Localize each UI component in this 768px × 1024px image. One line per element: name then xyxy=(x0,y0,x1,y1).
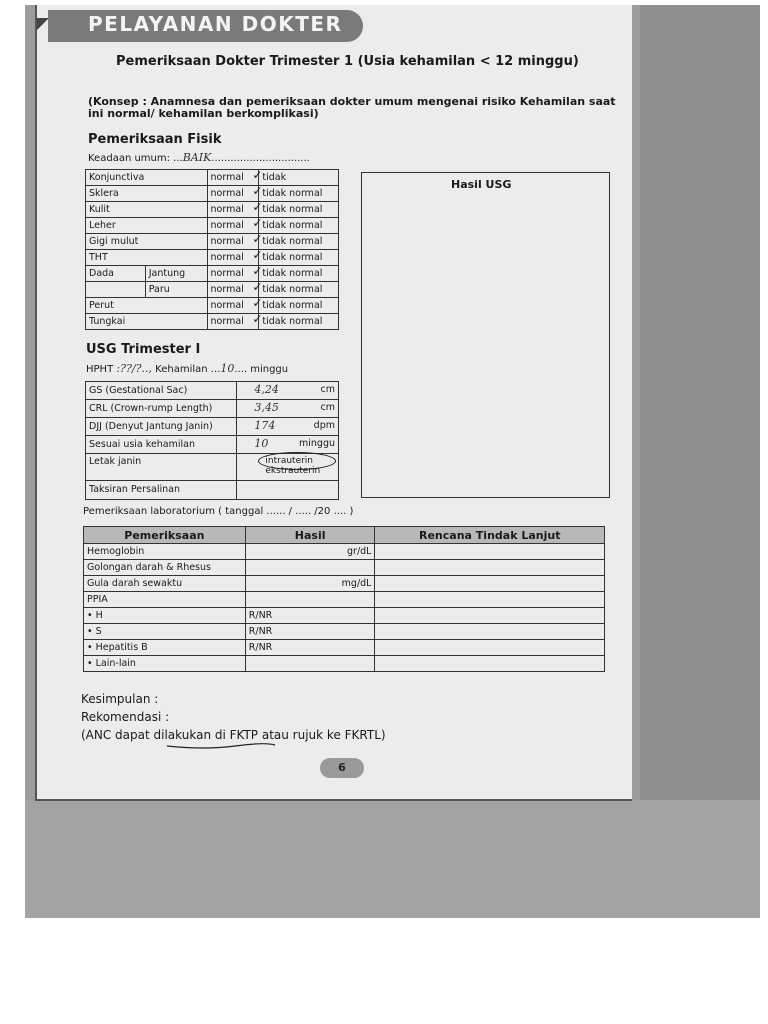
checkmark-icon: ✓ xyxy=(252,264,263,278)
usg-unit: minggu xyxy=(299,438,335,449)
checkmark-icon: ✓ xyxy=(252,296,263,310)
scan-lower-area xyxy=(25,800,760,918)
lab-name: • Lain-lain xyxy=(84,656,246,672)
lab-row xyxy=(84,544,605,560)
checkmark-icon: ✓ xyxy=(252,312,263,326)
usg-value: 10 xyxy=(254,437,269,450)
physical-opt-normal: normal ✓ xyxy=(207,250,259,266)
lab-row xyxy=(84,624,605,640)
physical-heading: Pemeriksaan Fisik xyxy=(88,132,222,147)
physical-opt-abnormal: tidak normal xyxy=(259,314,339,330)
lab-result xyxy=(245,592,375,608)
lab-result xyxy=(245,560,375,576)
usg-row xyxy=(86,382,339,400)
physical-opt-normal: normal ✓ xyxy=(207,170,259,186)
physical-row xyxy=(86,266,339,282)
physical-label: Perut xyxy=(86,298,208,314)
usg-label: Sesuai usia kehamilan xyxy=(86,436,237,454)
usg-box-title: Hasil USG xyxy=(451,178,512,191)
lab-row xyxy=(84,656,605,672)
physical-exam-table xyxy=(85,169,339,330)
physical-opt-abnormal: tidak normal xyxy=(259,298,339,314)
lab-name: • Hepatitis B xyxy=(84,640,246,656)
lab-row xyxy=(84,592,605,608)
letak-ekstrauterin: ekstrauterin xyxy=(265,466,321,476)
kehamilan-label: Kehamilan ... xyxy=(155,364,221,375)
general-condition xyxy=(88,151,310,164)
rekomendasi-label: Rekomendasi : xyxy=(81,710,170,724)
physical-row xyxy=(86,250,339,266)
usg-result-box xyxy=(361,172,610,498)
checkmark-icon: ✓ xyxy=(252,216,263,230)
physical-opt-abnormal: tidak normal xyxy=(259,234,339,250)
physical-opt-normal: normal ✓ xyxy=(207,202,259,218)
usg-heading: USG Trimester I xyxy=(86,342,201,357)
lab-result: gr/dL xyxy=(245,544,375,560)
usg-label: DJJ (Denyut Jantung Janin) xyxy=(86,418,237,436)
physical-row xyxy=(86,186,339,202)
physical-row xyxy=(86,170,339,186)
lab-intro: Pemeriksaan laboratorium ( tanggal ...... / ..... /20 .... ) xyxy=(83,506,354,517)
physical-label: Dada xyxy=(86,266,146,282)
general-condition-dots: ............................... xyxy=(211,153,310,164)
lab-followup xyxy=(375,640,605,656)
taksiran-row xyxy=(86,481,339,500)
lab-followup xyxy=(375,608,605,624)
usg-value: 174 xyxy=(254,419,276,432)
hpht-label: HPHT xyxy=(86,364,114,375)
physical-label: Konjunctiva xyxy=(86,170,208,186)
physical-opt-normal: normal ✓ xyxy=(207,298,259,314)
checkmark-icon: ✓ xyxy=(252,184,263,198)
physical-row xyxy=(86,202,339,218)
lab-name: Hemoglobin xyxy=(84,544,246,560)
underline-mark xyxy=(165,742,277,750)
lab-result: mg/dL xyxy=(245,576,375,592)
physical-opt-abnormal: tidak normal xyxy=(259,282,339,298)
usg-label: GS (Gestational Sac) xyxy=(86,382,237,400)
physical-opt-normal: normal ✓ xyxy=(207,234,259,250)
usg-value-cell xyxy=(237,418,339,436)
checkmark-icon: ✓ xyxy=(252,168,263,182)
taksiran-label: Taksiran Persalinan xyxy=(86,481,237,500)
checkmark-icon: ✓ xyxy=(252,280,263,294)
lab-row xyxy=(84,576,605,592)
usg-value: 3,45 xyxy=(254,401,279,414)
scan-shadow xyxy=(640,5,760,918)
physical-sublabel: Paru xyxy=(145,282,207,298)
lab-result: R/NR xyxy=(245,640,375,656)
physical-row xyxy=(86,314,339,330)
lab-followup xyxy=(375,560,605,576)
physical-opt-normal: normal ✓ xyxy=(207,282,259,298)
usg-row xyxy=(86,418,339,436)
lab-row xyxy=(84,560,605,576)
form-title: Pemeriksaan Dokter Trimester 1 (Usia kehamilan < 12 minggu) xyxy=(116,54,579,69)
usg-value-cell xyxy=(237,400,339,418)
kehamilan-value: 10 xyxy=(220,362,235,375)
lab-header-rencana: Rencana Tindak Lanjut xyxy=(375,527,605,544)
lab-name: • H xyxy=(84,608,246,624)
lab-row xyxy=(84,640,605,656)
physical-label: Tungkai xyxy=(86,314,208,330)
physical-label: Kulit xyxy=(86,202,208,218)
lab-name: Gula darah sewaktu xyxy=(84,576,246,592)
checkmark-icon: ✓ xyxy=(252,232,263,246)
usg-value: 4,24 xyxy=(254,383,279,396)
letak-label: Letak janin xyxy=(86,454,237,481)
concept-note: (Konsep : Anamnesa dan pemeriksaan dokter umum mengenai risiko Kehamilan saat ini normal/ kehamilan berkomplikasi) xyxy=(88,95,616,120)
physical-label: Sklera xyxy=(86,186,208,202)
lab-row xyxy=(84,608,605,624)
lab-name: Golongan darah & Rhesus xyxy=(84,560,246,576)
physical-opt-normal: normal ✓ xyxy=(207,314,259,330)
hpht-line xyxy=(86,362,288,375)
taksiran-value xyxy=(237,481,339,500)
minggu-label: .... minggu xyxy=(234,364,289,375)
lab-result: R/NR xyxy=(245,624,375,640)
physical-opt-abnormal: tidak normal xyxy=(259,202,339,218)
lab-header-hasil: Hasil xyxy=(245,527,375,544)
general-condition-value: BAIK xyxy=(182,151,212,164)
usg-row xyxy=(86,436,339,454)
lab-followup xyxy=(375,544,605,560)
usg-table xyxy=(85,381,339,500)
letak-intrauterin: intrauterin xyxy=(265,456,314,466)
physical-opt-abnormal: tidak normal xyxy=(259,186,339,202)
physical-label: Leher xyxy=(86,218,208,234)
usg-row xyxy=(86,400,339,418)
usg-value-cell xyxy=(237,436,339,454)
physical-opt-abnormal: tidak normal xyxy=(259,266,339,282)
lab-result: R/NR xyxy=(245,608,375,624)
physical-sublabel: Jantung xyxy=(145,266,207,282)
physical-opt-abnormal: tidak xyxy=(259,170,339,186)
lab-table xyxy=(83,526,605,672)
anc-note: (ANC dapat dilakukan di FKTP atau rujuk ke FKRTL) xyxy=(81,728,386,742)
physical-opt-normal: normal ✓ xyxy=(207,186,259,202)
lab-followup xyxy=(375,656,605,672)
physical-opt-abnormal: tidak normal xyxy=(259,218,339,234)
checkmark-icon: ✓ xyxy=(252,248,263,262)
general-condition-label: Keadaan umum: ... xyxy=(88,153,183,164)
usg-unit: cm xyxy=(320,402,335,413)
lab-name: PPIA xyxy=(84,592,246,608)
usg-value-cell xyxy=(237,382,339,400)
kesimpulan-label: Kesimpulan : xyxy=(81,692,159,706)
usg-label: CRL (Crown-rump Length) xyxy=(86,400,237,418)
physical-opt-abnormal: tidak normal xyxy=(259,250,339,266)
checkmark-icon: ✓ xyxy=(252,200,263,214)
physical-label xyxy=(86,282,146,298)
lab-followup xyxy=(375,576,605,592)
physical-row xyxy=(86,234,339,250)
physical-label: Gigi mulut xyxy=(86,234,208,250)
intrauterin-circle-mark xyxy=(258,452,336,470)
hpht-value: :??/?.., xyxy=(116,362,152,375)
lab-header-pemeriksaan: Pemeriksaan xyxy=(84,527,246,544)
physical-opt-normal: normal ✓ xyxy=(207,218,259,234)
lab-result xyxy=(245,656,375,672)
physical-row xyxy=(86,218,339,234)
banner-title: PELAYANAN DOKTER xyxy=(88,12,343,36)
physical-label: THT xyxy=(86,250,208,266)
lab-name: • S xyxy=(84,624,246,640)
lab-followup xyxy=(375,592,605,608)
physical-opt-normal: normal ✓ xyxy=(207,266,259,282)
usg-unit: dpm xyxy=(313,420,335,431)
lab-followup xyxy=(375,624,605,640)
physical-row xyxy=(86,282,339,298)
page-number: 6 xyxy=(320,758,364,778)
physical-row xyxy=(86,298,339,314)
lab-header-row xyxy=(84,527,605,544)
usg-unit: cm xyxy=(320,384,335,395)
